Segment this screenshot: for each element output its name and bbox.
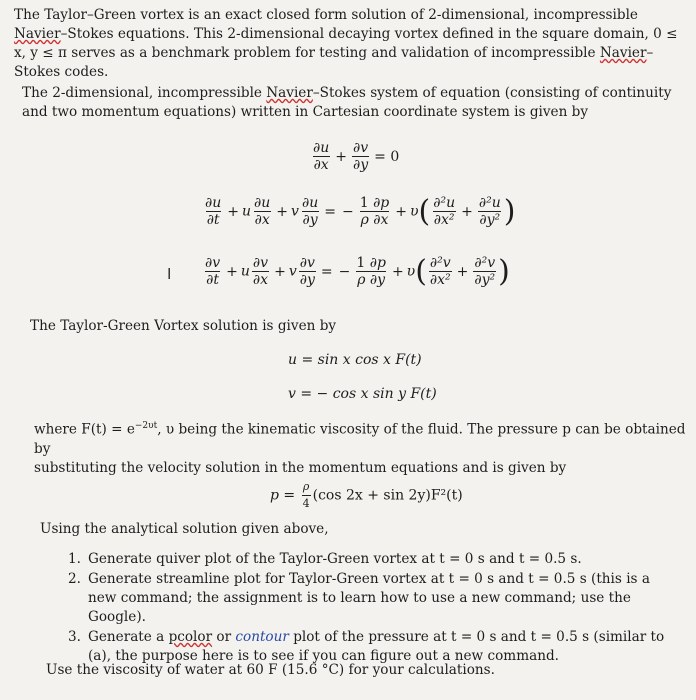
pcolor-term: pcolor: [168, 629, 213, 645]
intro-text-2: –Stokes equations. This 2-dimensional decaying vortex defined in the square domain, 0 ≤ x, y ≤ π serves as a benchmark problem for testing and validation of incompressible: [14, 26, 678, 61]
text-cursor-icon: I: [167, 265, 172, 283]
pressure-equation: p = $\frac{\rho}{4}$ (cos 2x + sin 2y)F²(t): [270, 480, 463, 510]
using-line: Using the analytical solution given above,: [40, 521, 329, 537]
system-text-2: –Stokes system of equation (consisting of continuity and two momentum equations) written in Cartesian coordinate system is given by: [22, 85, 672, 120]
contour-term: contour: [235, 629, 289, 645]
intro-navier-2: Navier: [599, 45, 647, 61]
y-momentum-equation: $\frac{\partial v}{\partial t}$ + u $\frac{\partial v}{\partial x}$ + v $\frac{\partial v}{\partial y}$ = − $\frac{1 \partial p}{\rho \partial y}$ + υ( $\frac{\text{∂²v}}{\text{∂x²}}$ + $\frac{\text{∂²v}}{\text{∂y²}}$ ): [205, 254, 510, 289]
list-item: 1. Generate quiver plot of the Taylor-Green vortex at t = 0 s and t = 0.5 s.: [68, 551, 582, 567]
system-paragraph: [22, 84, 686, 122]
solution-lead: The Taylor-Green Vortex solution is given by: [30, 318, 337, 334]
intro-text-3: –Stokes codes.: [14, 45, 654, 80]
list-item: 2. Generate streamline plot for Taylor-Green vortex at t = 0 s and t = 0.5 s (this is a new command; the assignment is to learn how to use a new command; use the Google).: [68, 571, 650, 625]
list-item: 3. Generate a pcolor or contour plot of the pressure at t = 0 s and t = 0.5 s (similar to (a), the purpose here is to see if you can figure out a new command.: [68, 629, 665, 664]
task-list: [56, 550, 676, 667]
u-solution-equation: u = sin x cos x F(t): [288, 352, 422, 368]
continuity-equation: $\frac{\partial u}{\partial x}$ + $\frac{\partial v}{\partial y}$ = 0: [313, 140, 400, 173]
frac-dv-dy: $\frac{\partial v}{\partial y}$: [353, 140, 369, 173]
intro-paragraph: [14, 6, 686, 82]
frac-du-dx: $\frac{\partial u}{\partial x}$: [313, 140, 330, 173]
intro-text-1: The Taylor–Green vortex is an exact closed form solution of 2-dimensional, incompressible: [14, 7, 638, 23]
intro-navier-1: Navier: [14, 26, 61, 42]
where-paragraph: where $F(t) = e^{-2\upsilon t}$, υ being the kinematic viscosity of the fluid. The pressure p can be obtained by substituting the velocity solution in the momentum equations and is given by: [34, 421, 686, 476]
viscosity-note: Use the viscosity of water at 60 F (15.6 °C) for your calculations.: [46, 662, 495, 678]
v-solution-equation: v = − cos x sin y F(t): [288, 386, 437, 402]
system-navier: Navier: [266, 85, 313, 101]
system-text-1: The 2-dimensional, incompressible: [22, 85, 267, 101]
x-momentum-equation: $\frac{\partial u}{\partial t}$ + u $\frac{\partial u}{\partial x}$ + v $\frac{\partial u}{\partial y}$ = − $\frac{1 \partial p}{\rho \partial x}$ + υ( $\frac{\text{∂²u}}{\text{∂x²}}$ + $\frac{\text{∂²u}}{\text{∂y²}}$ ): [205, 194, 516, 229]
